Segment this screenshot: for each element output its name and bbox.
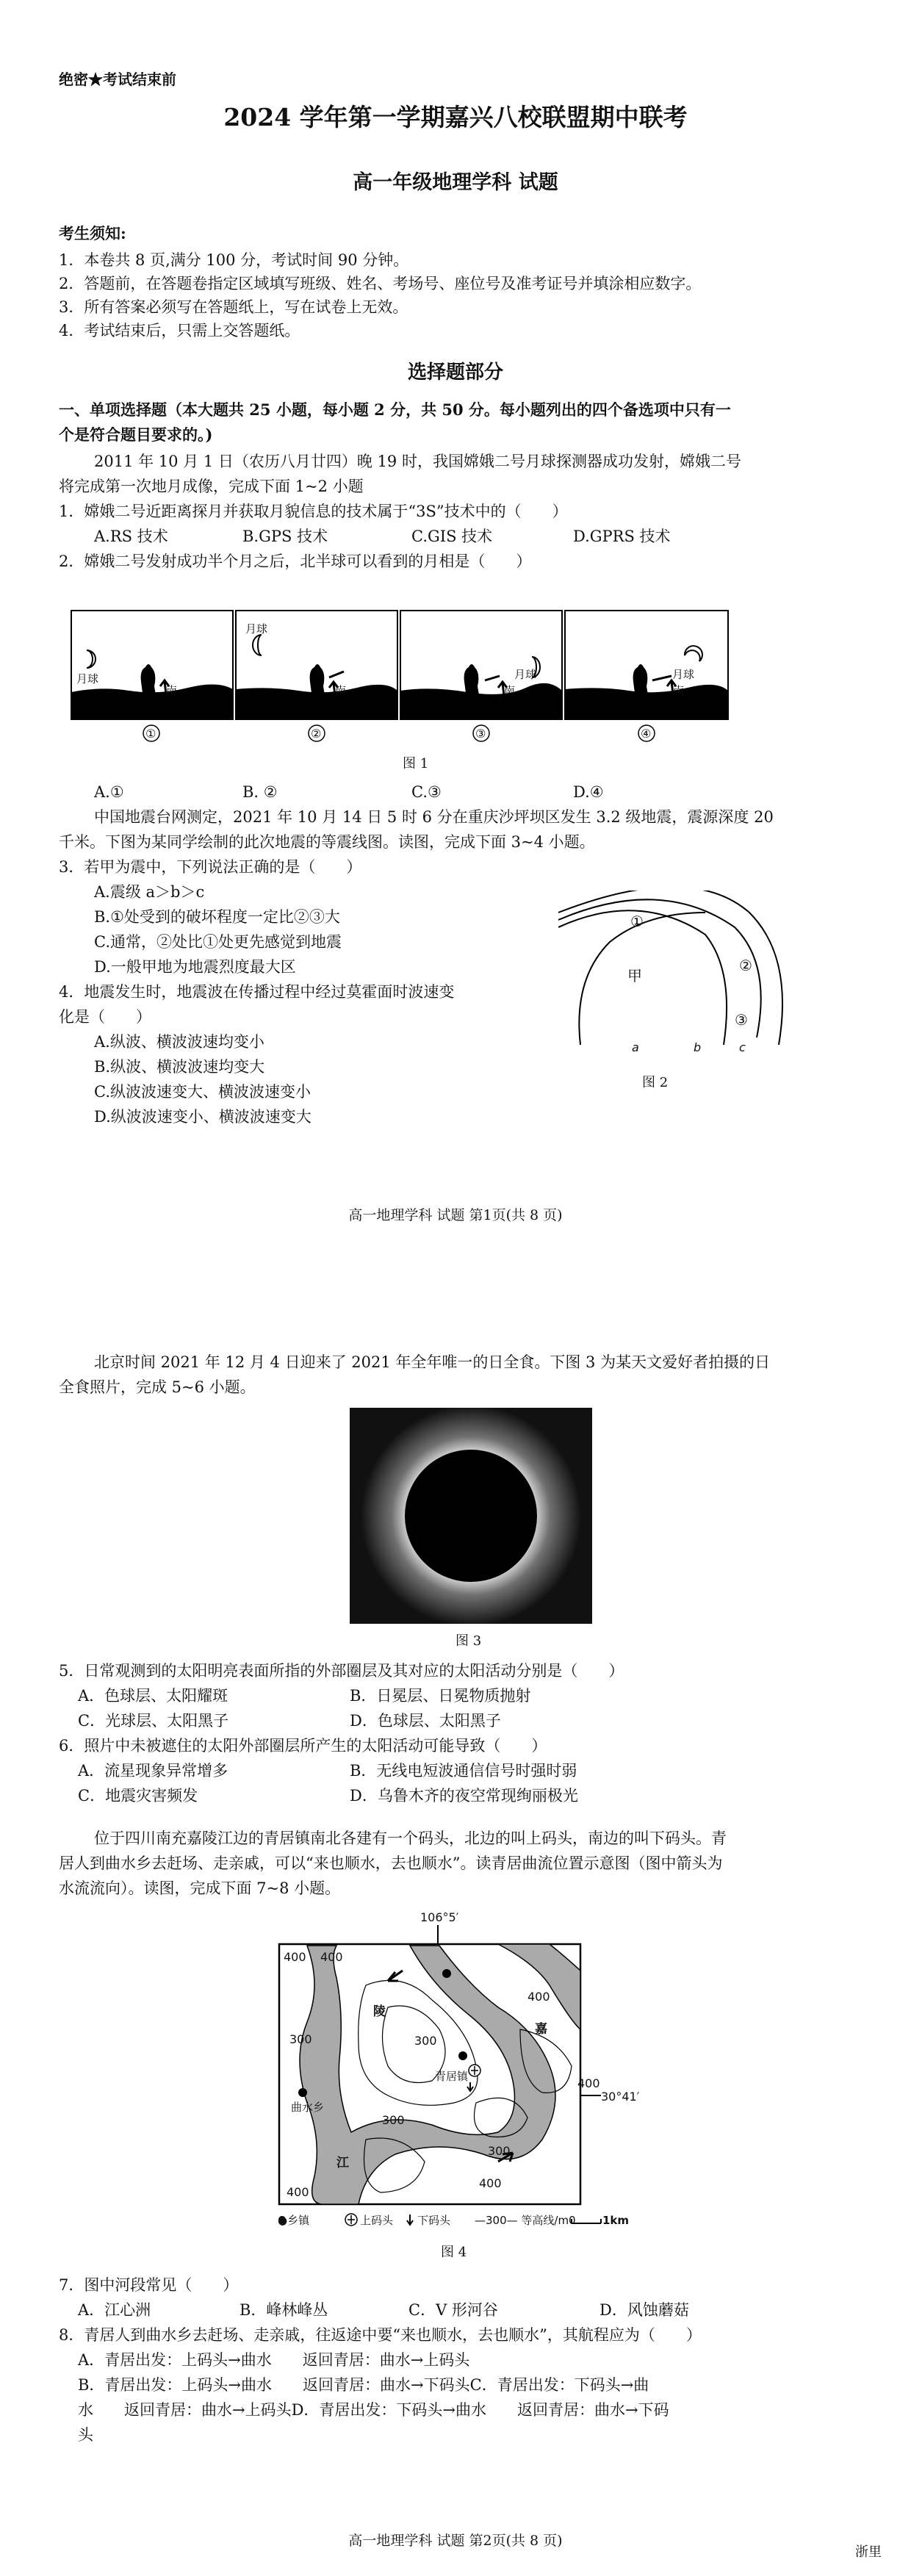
material-text: 位于四川南充嘉陵江边的青居镇南北各建有一个码头，北边的叫上码头，南边的叫下码头。青 (94, 1830, 727, 1847)
fig2-center: 甲 (627, 967, 642, 985)
fig4-scale-0: 0 (569, 2214, 576, 2227)
exam-title: 2024 学年第一学期嘉兴八校联盟期中联考 (223, 103, 688, 132)
option: A．青居出发：上码头→曲水 返回青居：曲水→上码头 (78, 2351, 470, 2369)
notice-item: 2．答题前，在答题卷指定区域填写班级、姓名、考场号、座位号及准考证号并填涂相应数字。 (59, 275, 702, 292)
question-7: 7．图中河段常见（ ） (59, 2276, 239, 2294)
option: A.① (94, 783, 124, 801)
secret-mark: 绝密★考试结束前 (59, 71, 176, 88)
option: B.GPS 技术 (242, 528, 328, 545)
question-2: 2．嫦娥二号发射成功半个月之后，北半球可以看到的月相是（ ） (59, 553, 532, 570)
notice-item: 1．本卷共 8 页,满分 100 分，考试时间 90 分钟。 (59, 251, 409, 269)
option: B.纵波、横波波速均变大 (94, 1058, 265, 1076)
option: A.震级 a＞b＞c (94, 883, 205, 901)
option: C．光球层、太阳黑子 (78, 1712, 229, 1730)
fig4-legend-contour: —300— 等高线/m (475, 2214, 569, 2227)
moon-panel-1 (71, 611, 233, 720)
fig4-latitude: 30°41′ (601, 2090, 640, 2104)
fig3-caption: 图 3 (455, 1633, 482, 1649)
page-footer: 高一地理学科 试题 第1页(共 8 页) (348, 1207, 563, 1223)
fig2-mark: ③ (735, 1011, 748, 1029)
fig4-legend-lower: 下码头 (417, 2214, 451, 2227)
fig4-scale-1: 1km (602, 2214, 630, 2227)
fig4-longitude: 106°5′ (420, 1910, 459, 1924)
option: B. ② (242, 783, 278, 801)
fig1-panel-number: ④ (641, 727, 652, 741)
option: D．色球层、太阳黑子 (350, 1712, 501, 1730)
option: B.①处受到的破坏程度一定比②③大 (94, 908, 340, 926)
page-footer: 高一地理学科 试题 第2页(共 8 页) (348, 2533, 563, 2549)
option: C.通常，②处比①处更先感觉到地震 (94, 933, 342, 951)
fig4-contour-label: 400 (577, 2076, 600, 2090)
fig2-caption: 图 2 (642, 1075, 669, 1090)
fig4-legend-town: ●乡镇 (278, 2214, 310, 2227)
option: C.GIS 技术 (411, 528, 493, 545)
fig1-panel-number: ③ (475, 727, 486, 741)
fig1-moon-label: 月球 (76, 672, 99, 686)
exam-subtitle: 高一年级地理学科 试题 (353, 171, 558, 194)
fig1-caption: 图 1 (403, 756, 429, 771)
material-text: 2011 年 10 月 1 日（农历八月廿四）晚 19 时，我国嫦娥二号月球探测器成功发射，嫦娥二号 (94, 453, 741, 470)
section-intro: 个是符合题目要求的。) (59, 425, 213, 444)
material-text: 将完成第一次地月成像，完成下面 1~2 小题 (59, 478, 364, 495)
fig4-legend-upper: 上码头 (360, 2214, 394, 2227)
fig1-south: 南 (335, 684, 347, 697)
fig4-contour-label: 300 (488, 2144, 511, 2158)
fig4-contour-label: 400 (527, 1990, 550, 2004)
fig4-contour-label: 400 (320, 1950, 343, 1964)
question-6: 6．照片中未被遮住的太阳外部圈层所产生的太阳活动可能导致（ ） (59, 1737, 547, 1755)
fig2-line-label: a (632, 1040, 639, 1054)
fig4-contour-label: 400 (284, 1950, 306, 1964)
fig1-south: 南 (673, 684, 685, 697)
option: 水 返回青居：曲水→上码头D．青居出发：下码头→曲水 返回青居：曲水→下码 (78, 2401, 669, 2419)
fig4-caption: 图 4 (441, 2245, 467, 2260)
fig4-contour-label: 400 (287, 2185, 309, 2199)
option: 头 (78, 2426, 93, 2444)
fig4-river-char: 陵 (373, 2004, 386, 2019)
option: A.纵波、横波波速均变小 (94, 1033, 264, 1051)
option: B．无线电短波通信信号时强时弱 (350, 1762, 577, 1780)
material-text: 中国地震台网测定，2021 年 10 月 14 日 5 时 6 分在重庆沙坪坝区发生 3.2 级地震，震源深度 20 (94, 808, 774, 826)
option: A．流星现象异常增多 (78, 1762, 228, 1780)
fig2-mark: ② (739, 957, 752, 974)
option: A．江心洲 (78, 2301, 151, 2319)
fig4-contour-label: 400 (479, 2176, 502, 2190)
option: B．峰林峰丛 (240, 2301, 328, 2319)
option: A．色球层、太阳耀斑 (78, 1687, 228, 1705)
material-text: 全食照片，完成 5~6 小题。 (59, 1378, 256, 1396)
option: B．青居出发：上码头→曲水 返回青居：曲水→下码头C．青居出发：下码头→曲 (78, 2376, 649, 2394)
question-5: 5．日常观测到的太阳明亮表面所指的外部圈层及其对应的太阳活动分别是（ ） (59, 1662, 624, 1680)
option: C．V 形河谷 (408, 2301, 498, 2319)
fig2-line-label: b (694, 1040, 702, 1054)
material-text: 居人到曲水乡去赶场、走亲戚，可以“来也顺水，去也顺水”。读青居曲流位置示意图（图中箭头为 (59, 1854, 723, 1872)
notice-heading: 考生须知: (59, 224, 126, 242)
figure-2 (558, 891, 793, 1059)
fig1-south: 南 (166, 684, 178, 697)
option: A.RS 技术 (94, 528, 168, 545)
fig4-river-char: 嘉 (535, 2022, 547, 2037)
notice-item: 3．所有答案必须写在答题纸上，写在试卷上无效。 (59, 298, 408, 316)
material-text: 千米。下图为某同学绘制的此次地震的等震线图。读图，完成下面 3~4 小题。 (59, 833, 595, 851)
fig1-panel-number: ① (145, 727, 156, 741)
fig4-river-char: 江 (336, 2156, 349, 2170)
option: D.④ (573, 783, 604, 801)
option: D.GPRS 技术 (573, 528, 671, 545)
option: C．地震灾害频发 (78, 1787, 198, 1805)
corner-mark: 浙里 (855, 2544, 882, 2560)
figure-3-eclipse-photo (350, 1408, 592, 1624)
fig4-contour-label: 300 (382, 2113, 405, 2127)
question-4: 4．地震发生时，地震波在传播过程中经过莫霍面时波速变 (59, 983, 455, 1001)
question-8: 8．青居人到曲水乡去赶场、走亲戚，往返途中要“来也顺水，去也顺水”，其航程应为（ ） (59, 2326, 702, 2344)
section-intro: 一、单项选择题（本大题共 25 小题，每小题 2 分，共 50 分。每小题列出的四个备选项中只有一 (59, 400, 731, 419)
fig1-moon-label: 月球 (245, 622, 268, 636)
option: B．日冕层、日冕物质抛射 (350, 1687, 531, 1705)
question-1: 1．嫦娥二号近距离探月并获取月貌信息的技术属于“3S”技术中的（ ） (59, 503, 568, 520)
figure-1 (71, 610, 732, 744)
option: D.一般甲地为地震烈度最大区 (94, 958, 296, 976)
question-4: 化是（ ） (59, 1008, 151, 1026)
moon-panel-3 (400, 611, 562, 720)
moon-panel-4 (565, 611, 728, 720)
fig2-mark: ① (630, 913, 644, 930)
fig2-line-label: c (739, 1040, 746, 1054)
fig1-moon-label: 月球 (514, 668, 537, 681)
question-3: 3．若甲为震中，下列说法正确的是（ ） (59, 858, 362, 876)
option: C.纵波波速变大、横波波速变小 (94, 1083, 311, 1101)
notice-item: 4．考试结束后，只需上交答题纸。 (59, 322, 300, 339)
option: D．乌鲁木齐的夜空常现绚丽极光 (350, 1787, 578, 1805)
fig4-contour-label: 300 (414, 2034, 437, 2048)
fig4-town-label: 曲水乡 (291, 2101, 325, 2114)
material-text: 水流流向）。读图，完成下面 7~8 小题。 (59, 1879, 341, 1897)
option: C.③ (411, 783, 442, 801)
fig1-south: 南 (504, 684, 516, 697)
option: D.纵波波速变小、横波波速变大 (94, 1108, 312, 1126)
fig4-contour-label: 300 (289, 2032, 312, 2046)
fig4-town-label: 青居镇 (435, 2070, 469, 2083)
section-title: 选择题部分 (407, 361, 503, 384)
fig1-moon-label: 月球 (672, 668, 695, 681)
material-text: 北京时间 2021 年 12 月 4 日迎来了 2021 年全年唯一的日全食。下图 3 为某天文爱好者拍摄的日 (94, 1353, 771, 1371)
fig1-panel-number: ② (311, 727, 322, 741)
option: D．风蚀蘑菇 (599, 2301, 689, 2319)
